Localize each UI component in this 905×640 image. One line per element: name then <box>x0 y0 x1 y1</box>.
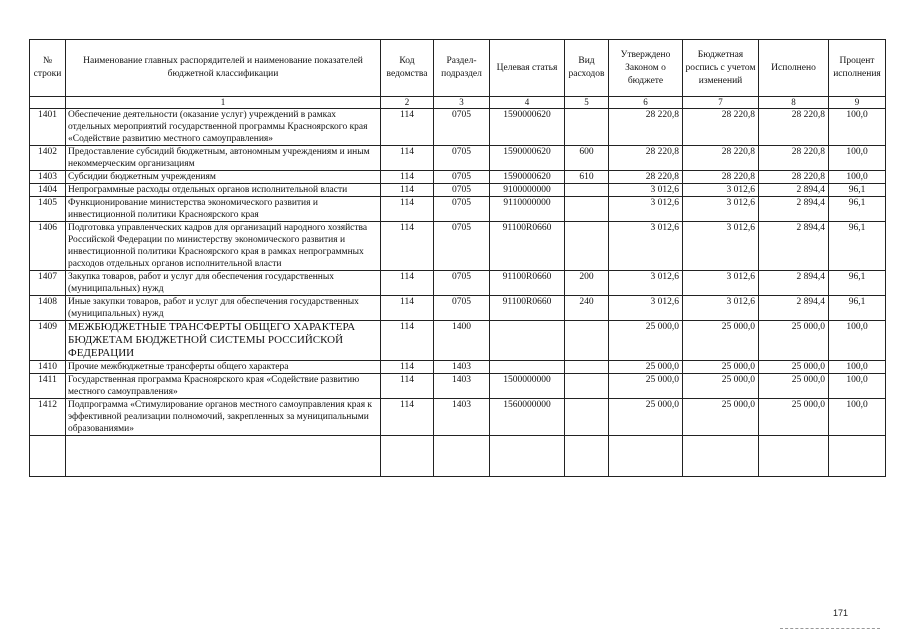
row-section: 0705 <box>434 197 490 222</box>
row-target: 1590000620 <box>490 146 565 171</box>
row-expense-type <box>565 222 609 271</box>
table-row <box>30 399 886 436</box>
row-percent: 100,0 <box>829 171 886 184</box>
row-executed: 28 220,8 <box>759 109 829 146</box>
row-percent: 100,0 <box>829 361 886 374</box>
row-section: 0705 <box>434 109 490 146</box>
row-target: 1560000000 <box>490 399 565 436</box>
table-row-empty <box>30 436 886 477</box>
column-number: 7 <box>683 97 759 109</box>
row-executed: 25 000,0 <box>759 374 829 399</box>
row-name: Закупка товаров, работ и услуг для обеспечения государственных (муниципальных) нужд <box>66 271 381 296</box>
table-row <box>30 296 886 321</box>
table-header <box>30 40 886 109</box>
row-approved: 25 000,0 <box>609 399 683 436</box>
row-number: 1401 <box>30 109 66 146</box>
row-section: 0705 <box>434 146 490 171</box>
row-percent: 96,1 <box>829 271 886 296</box>
row-name: Подпрограмма «Стимулирование органов местного самоуправления края к эффективной реализации полномочий, закрепленных за муниципальными образованиями» <box>66 399 381 436</box>
row-executed: 2 894,4 <box>759 222 829 271</box>
column-number: 2 <box>381 97 434 109</box>
row-name: Подготовка управленческих кадров для организаций народного хозяйства Российской Федерации по министерству экономического развития и инвестиционной политики Красноярского края в рамках непрограммных расходов отдельных органов исполнительной власти <box>66 222 381 271</box>
row-budget: 28 220,8 <box>683 171 759 184</box>
table-row <box>30 184 886 197</box>
row-approved: 25 000,0 <box>609 374 683 399</box>
table-row <box>30 197 886 222</box>
empty-cell <box>683 436 759 477</box>
row-percent: 100,0 <box>829 109 886 146</box>
row-dept-code: 114 <box>381 184 434 197</box>
row-section: 0705 <box>434 184 490 197</box>
row-percent: 96,1 <box>829 222 886 271</box>
row-budget: 3 012,6 <box>683 184 759 197</box>
row-number: 1409 <box>30 321 66 361</box>
row-percent: 100,0 <box>829 374 886 399</box>
row-expense-type <box>565 361 609 374</box>
row-number: 1404 <box>30 184 66 197</box>
header-row-no: № строки <box>30 40 66 97</box>
row-section: 1400 <box>434 321 490 361</box>
empty-cell <box>434 436 490 477</box>
row-budget: 25 000,0 <box>683 361 759 374</box>
header-dept-code: Код ведомства <box>381 40 434 97</box>
empty-cell <box>829 436 886 477</box>
row-section: 0705 <box>434 222 490 271</box>
row-executed: 28 220,8 <box>759 146 829 171</box>
row-approved: 28 220,8 <box>609 146 683 171</box>
row-number: 1405 <box>30 197 66 222</box>
row-target: 91100R0660 <box>490 271 565 296</box>
row-approved: 3 012,6 <box>609 271 683 296</box>
row-expense-type: 610 <box>565 171 609 184</box>
table-row <box>30 374 886 399</box>
row-approved: 3 012,6 <box>609 296 683 321</box>
budget-table <box>29 39 886 477</box>
column-number: 3 <box>434 97 490 109</box>
row-dept-code: 114 <box>381 361 434 374</box>
row-approved: 3 012,6 <box>609 184 683 197</box>
row-expense-type: 240 <box>565 296 609 321</box>
page-edge-line <box>780 628 880 629</box>
row-name: Функционирование министерства экономического развития и инвестиционной политики Красноярского края <box>66 197 381 222</box>
row-target <box>490 361 565 374</box>
row-section: 1403 <box>434 399 490 436</box>
row-dept-code: 114 <box>381 222 434 271</box>
header-approved: Утверждено Законом о бюджете <box>609 40 683 97</box>
row-expense-type <box>565 184 609 197</box>
row-dept-code: 114 <box>381 321 434 361</box>
page-number: 171 <box>833 608 849 618</box>
row-approved: 3 012,6 <box>609 222 683 271</box>
row-dept-code: 114 <box>381 271 434 296</box>
row-budget: 3 012,6 <box>683 197 759 222</box>
row-target <box>490 321 565 361</box>
row-dept-code: 114 <box>381 146 434 171</box>
row-target: 9100000000 <box>490 184 565 197</box>
row-executed: 2 894,4 <box>759 271 829 296</box>
row-percent: 100,0 <box>829 399 886 436</box>
row-percent: 96,1 <box>829 184 886 197</box>
row-executed: 2 894,4 <box>759 197 829 222</box>
row-approved: 28 220,8 <box>609 109 683 146</box>
header-percent: Процент исполнения <box>829 40 886 97</box>
row-name: Прочие межбюджетные трансферты общего характера <box>66 361 381 374</box>
row-name: Субсидии бюджетным учреждениям <box>66 171 381 184</box>
table-row <box>30 321 886 361</box>
header-section: Раздел-подраздел <box>434 40 490 97</box>
row-executed: 25 000,0 <box>759 399 829 436</box>
row-percent: 100,0 <box>829 146 886 171</box>
column-number: 1 <box>66 97 381 109</box>
row-dept-code: 114 <box>381 374 434 399</box>
row-number: 1408 <box>30 296 66 321</box>
column-number: 4 <box>490 97 565 109</box>
empty-cell <box>381 436 434 477</box>
row-budget: 3 012,6 <box>683 222 759 271</box>
budget-table-container <box>29 39 886 477</box>
row-expense-type: 200 <box>565 271 609 296</box>
row-number: 1412 <box>30 399 66 436</box>
row-budget: 25 000,0 <box>683 321 759 361</box>
row-target: 1500000000 <box>490 374 565 399</box>
row-budget: 28 220,8 <box>683 146 759 171</box>
row-dept-code: 114 <box>381 109 434 146</box>
row-name: Предоставление субсидий бюджетным, автономным учреждениям и иным некоммерческим организациям <box>66 146 381 171</box>
row-target: 91100R0660 <box>490 222 565 271</box>
table-row <box>30 146 886 171</box>
column-number: 8 <box>759 97 829 109</box>
row-approved: 28 220,8 <box>609 171 683 184</box>
row-approved: 25 000,0 <box>609 321 683 361</box>
header-target: Целевая статья <box>490 40 565 97</box>
empty-cell <box>759 436 829 477</box>
row-expense-type: 600 <box>565 146 609 171</box>
header-executed: Исполнено <box>759 40 829 97</box>
header-expense-type: Вид расходов <box>565 40 609 97</box>
row-name: Непрограммные расходы отдельных органов исполнительной власти <box>66 184 381 197</box>
row-dept-code: 114 <box>381 399 434 436</box>
header-budget-list: Бюджетная роспись с учетом изменений <box>683 40 759 97</box>
column-number: 9 <box>829 97 886 109</box>
row-percent: 100,0 <box>829 321 886 361</box>
row-target: 9110000000 <box>490 197 565 222</box>
row-target: 1590000620 <box>490 171 565 184</box>
row-dept-code: 114 <box>381 197 434 222</box>
table-row <box>30 109 886 146</box>
row-executed: 28 220,8 <box>759 171 829 184</box>
row-number: 1407 <box>30 271 66 296</box>
row-name: Государственная программа Красноярского края «Содействие развитию местного самоуправления» <box>66 374 381 399</box>
row-number: 1402 <box>30 146 66 171</box>
row-section: 1403 <box>434 361 490 374</box>
row-approved: 25 000,0 <box>609 361 683 374</box>
row-dept-code: 114 <box>381 296 434 321</box>
column-numbers-row <box>30 97 886 109</box>
row-budget: 3 012,6 <box>683 271 759 296</box>
table-row <box>30 271 886 296</box>
row-name: Обеспечение деятельности (оказание услуг) учреждений в рамках отдельных мероприятий государственной программы Красноярского края «Содействие развитию местного самоуправления» <box>66 109 381 146</box>
row-executed: 2 894,4 <box>759 296 829 321</box>
column-number: 5 <box>565 97 609 109</box>
row-expense-type <box>565 374 609 399</box>
row-section: 0705 <box>434 271 490 296</box>
row-name: МЕЖБЮДЖЕТНЫЕ ТРАНСФЕРТЫ ОБЩЕГО ХАРАКТЕРА БЮДЖЕТАМ БЮДЖЕТНОЙ СИСТЕМЫ РОССИЙСКОЙ ФЕДЕРАЦИИ <box>66 321 381 361</box>
row-executed: 25 000,0 <box>759 321 829 361</box>
row-expense-type <box>565 109 609 146</box>
row-percent: 96,1 <box>829 296 886 321</box>
empty-cell <box>490 436 565 477</box>
table-row <box>30 171 886 184</box>
row-section: 1403 <box>434 374 490 399</box>
row-number: 1410 <box>30 361 66 374</box>
row-dept-code: 114 <box>381 171 434 184</box>
row-expense-type <box>565 399 609 436</box>
row-budget: 3 012,6 <box>683 296 759 321</box>
row-approved: 3 012,6 <box>609 197 683 222</box>
empty-cell <box>30 436 66 477</box>
row-budget: 25 000,0 <box>683 399 759 436</box>
row-percent: 96,1 <box>829 197 886 222</box>
table-row <box>30 361 886 374</box>
row-section: 0705 <box>434 171 490 184</box>
row-expense-type <box>565 321 609 361</box>
row-number: 1411 <box>30 374 66 399</box>
empty-cell <box>66 436 381 477</box>
row-expense-type <box>565 197 609 222</box>
row-target: 1590000620 <box>490 109 565 146</box>
row-name: Иные закупки товаров, работ и услуг для обеспечения государственных (муниципальных) нужд <box>66 296 381 321</box>
empty-cell <box>609 436 683 477</box>
row-section: 0705 <box>434 296 490 321</box>
row-target: 91100R0660 <box>490 296 565 321</box>
row-executed: 25 000,0 <box>759 361 829 374</box>
row-number: 1406 <box>30 222 66 271</box>
table-body <box>30 109 886 477</box>
row-number: 1403 <box>30 171 66 184</box>
row-budget: 25 000,0 <box>683 374 759 399</box>
column-number: 6 <box>609 97 683 109</box>
row-budget: 28 220,8 <box>683 109 759 146</box>
row-executed: 2 894,4 <box>759 184 829 197</box>
header-name: Наименование главных распорядителей и наименование показателей бюджетной классификации <box>66 40 381 97</box>
table-row <box>30 222 886 271</box>
column-number <box>30 97 66 109</box>
empty-cell <box>565 436 609 477</box>
